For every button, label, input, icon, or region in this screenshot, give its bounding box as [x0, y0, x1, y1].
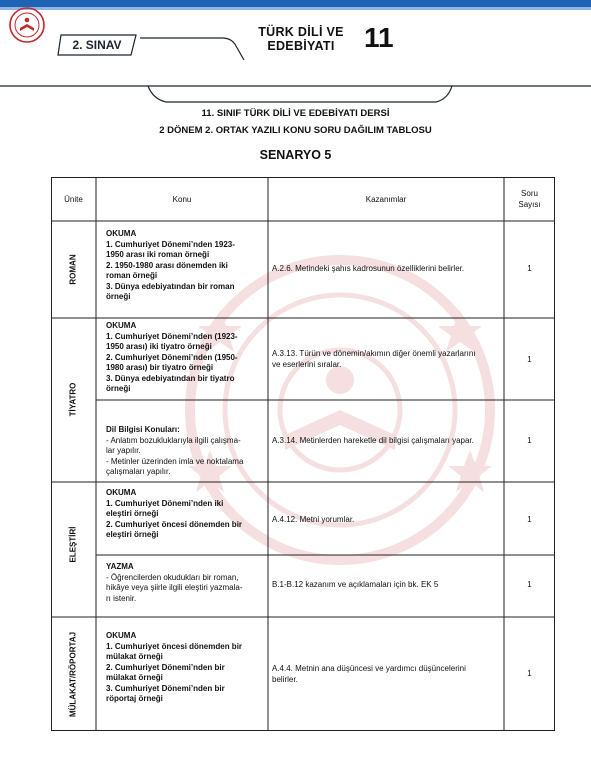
header-unit: Ünite [64, 195, 83, 204]
outcome-elestiri-okuma: A.4.12. Metni yorumlar. [272, 515, 355, 524]
exam-badge [57, 34, 137, 56]
doc-title-1: 11. SINIF TÜRK DİLİ VE EDEBİYATI DERSİ [201, 108, 390, 119]
header-outcomes: Kazanımlar [365, 195, 407, 204]
outcome-elestiri-yazma: B.1-B.12 kazanım ve açıklamaları için bk. EK 5 [272, 580, 439, 589]
doc-title-2: 2 DÖNEM 2. ORTAK YAZILI KONU SORU DAĞILIM TABLOSU [159, 125, 432, 136]
count-tiyatro-dilbilgisi: 1 [527, 436, 532, 445]
outcome-mulakat: A.4.4. Metnin ana düşüncesi ve yardımcı düşüncelerini belirler. [272, 664, 466, 684]
topic-elestiri-yazma: YAZMA - Öğrencilerden okudukları bir roman, hikâye veya şiirle ilgili eleştiri yazmala- rı istenir. [106, 562, 243, 603]
unit-mulakat: MÜLAKAT/RÖPORTAJ [68, 631, 78, 718]
outcome-tiyatro-dilbilgisi: A.3.14. Metinlerden hareketle dil bilgisi çalışmaları yapar. [272, 436, 474, 445]
count-elestiri-okuma: 1 [527, 515, 532, 524]
exam-label: 2. SINAV [72, 38, 122, 52]
count-elestiri-yazma: 1 [527, 580, 532, 589]
scenario-title: SENARYO 5 [259, 148, 332, 162]
header-count: Soru Sayısı [518, 189, 541, 209]
unit-roman: ROMAN [68, 254, 78, 285]
unit-elestiri: ELEŞTİRİ [68, 526, 78, 563]
subject-title: TÜRK DİLİ VE EDEBİYATI [258, 25, 344, 53]
outcome-tiyatro-okuma: A.3.13. Türün ve dönemin/akımın diğer önemli yazarlarını ve eserlerini sıralar. [272, 349, 476, 369]
topic-tiyatro-dilbilgisi: Dil Bilgisi Konuları: - Anlatım bozukluklarıyla ilgili çalışma- lar yapılır. - Metinler üzerinden imla ve noktalama çalışmaları yapılır. [106, 425, 244, 476]
outcome-roman: A.2.6. Metindeki şahıs kadrosunun özelliklerini belirler. [272, 264, 465, 273]
count-mulakat: 1 [527, 669, 532, 678]
count-tiyatro-okuma: 1 [527, 355, 532, 364]
unit-tiyatro: TİYATRO [68, 382, 78, 417]
header-topic: Konu [172, 195, 192, 204]
topic-roman: OKUMA 1. Cumhuriyet Dönemi’nden 1923- 1950 arası iki roman örneği 2. 1950-1980 arası dönemden iki roman örneği 3. Dünya edebiyatından bir roman örneği [106, 229, 235, 301]
topic-elestiri-okuma: OKUMA 1. Cumhuriyet Dönemi’nden iki eleştiri örneği 2. Cumhuriyet öncesi dönemden bir eleştiri örneği [106, 488, 243, 539]
grade-number: 11 [364, 22, 394, 53]
topic-tiyatro-okuma: OKUMA 1. Cumhuriyet Dönemi’nden (1923- 1950 arası) iki tiyatro örneği 2. Cumhuriyet Dönemi’nden (1950- 1980 arası) bir tiyatro örneği 3. Dünya edebiyatından bir tiyatro örneği [106, 321, 238, 393]
count-roman: 1 [527, 264, 532, 273]
topic-mulakat: OKUMA 1. Cumhuriyet öncesi dönemden bir mülakat örneği 2. Cumhuriyet Dönemi’nden bir mülakat örneği 3. Cumhuriyet Dönemi’nden bir röportaj örneği [106, 631, 243, 703]
